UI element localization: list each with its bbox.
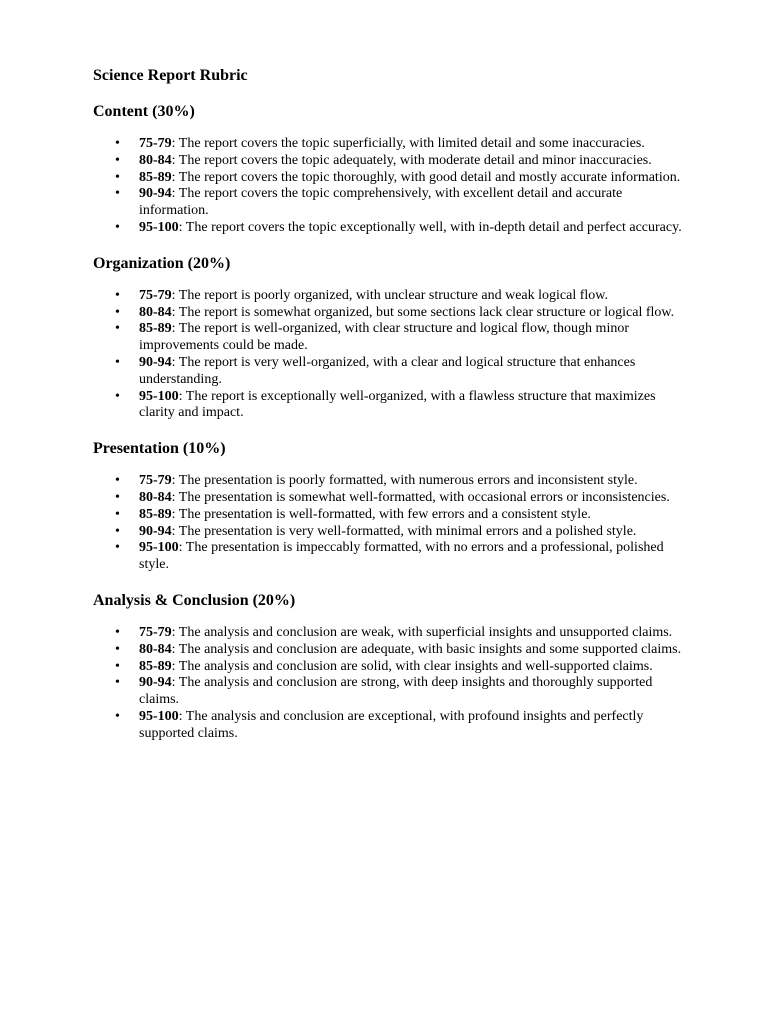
bullet-icon: • xyxy=(115,152,120,168)
rubric-list xyxy=(93,625,688,743)
grade-description: : The report is somewhat organized, but some sections lack clear structure or logical flow. xyxy=(171,304,675,320)
grade-description: : The analysis and conclusion are exceptional, with profound insights and perfectly supported claims. xyxy=(139,708,644,741)
list-item xyxy=(93,288,688,305)
grade-range: 80-84 xyxy=(139,152,172,168)
list-item xyxy=(93,170,688,187)
list-item xyxy=(93,507,688,524)
bullet-icon: • xyxy=(115,489,120,505)
list-item xyxy=(93,136,688,153)
list-item xyxy=(93,321,688,355)
rubric-list xyxy=(93,288,688,422)
grade-range: 95-100 xyxy=(139,708,179,724)
bullet-icon: • xyxy=(115,641,120,657)
rubric-list xyxy=(93,473,688,574)
rubric-sections xyxy=(93,102,688,743)
grade-description: : The report is well-organized, with clear structure and logical flow, though minor improvements could be made. xyxy=(139,321,630,354)
grade-description: : The report covers the topic adequately, with moderate detail and minor inaccuracies. xyxy=(171,152,652,168)
bullet-icon: • xyxy=(115,321,120,337)
grade-range: 95-100 xyxy=(139,540,179,556)
section-heading: Analysis & Conclusion (20%) xyxy=(93,591,296,609)
list-item xyxy=(93,540,688,574)
grade-description: : The report is very well-organized, with a clear and logical structure that enhances understanding. xyxy=(139,354,636,387)
grade-range: 90-94 xyxy=(139,675,172,691)
grade-description: : The analysis and conclusion are strong, with deep insights and thoroughly supported claims. xyxy=(139,675,653,708)
grade-description: : The presentation is impeccably formatted, with no errors and a professional, polished style. xyxy=(139,540,664,573)
document-title: Science Report Rubric xyxy=(93,67,248,84)
list-item xyxy=(93,355,688,389)
grade-description: : The analysis and conclusion are weak, with superficial insights and unsupported claims. xyxy=(171,624,673,640)
grade-description: : The report is exceptionally well-organized, with a flawless structure that maximizes clarity and impact. xyxy=(139,388,656,421)
grade-description: : The report covers the topic exceptionally well, with in-depth detail and perfect accuracy. xyxy=(178,219,682,235)
grade-range: 85-89 xyxy=(139,321,172,337)
bullet-icon: • xyxy=(115,219,120,235)
bullet-icon: • xyxy=(115,473,120,489)
list-item xyxy=(93,186,688,220)
list-item xyxy=(93,389,688,423)
grade-range: 95-100 xyxy=(139,388,179,404)
grade-range: 80-84 xyxy=(139,304,172,320)
bullet-icon: • xyxy=(115,136,120,151)
grade-description: : The presentation is well-formatted, with few errors and a consistent style. xyxy=(171,506,591,522)
list-item xyxy=(93,642,688,659)
grade-description: : The report covers the topic thoroughly, with good detail and mostly accurate information. xyxy=(171,169,681,185)
list-item xyxy=(93,153,688,170)
grade-range: 85-89 xyxy=(139,506,172,522)
list-item xyxy=(93,675,688,709)
grade-description: : The report covers the topic comprehensively, with excellent detail and accurate information. xyxy=(139,186,623,219)
bullet-icon: • xyxy=(115,287,120,303)
grade-range: 90-94 xyxy=(139,354,172,370)
grade-range: 75-79 xyxy=(139,136,172,151)
list-item xyxy=(93,709,688,743)
grade-range: 85-89 xyxy=(139,169,172,185)
grade-description: : The analysis and conclusion are solid, with clear insights and well-supported claims. xyxy=(171,658,653,674)
list-item xyxy=(93,524,688,541)
grade-range: 85-89 xyxy=(139,658,172,674)
bullet-icon: • xyxy=(115,186,120,202)
bullet-icon: • xyxy=(115,169,120,185)
bullet-icon: • xyxy=(115,388,120,404)
bullet-icon: • xyxy=(115,708,120,724)
bullet-icon: • xyxy=(115,506,120,522)
bullet-icon: • xyxy=(115,540,120,556)
section-heading: Organization (20%) xyxy=(93,254,231,272)
grade-description: : The presentation is very well-formatted, with minimal errors and a polished style. xyxy=(171,523,637,539)
grade-description: : The analysis and conclusion are adequate, with basic insights and some supported claims. xyxy=(171,641,682,657)
grade-description: : The report is poorly organized, with unclear structure and weak logical flow. xyxy=(171,287,608,303)
bullet-icon: • xyxy=(115,523,120,539)
list-item xyxy=(93,490,688,507)
grade-range: 75-79 xyxy=(139,287,172,303)
bullet-icon: • xyxy=(115,354,120,370)
list-item xyxy=(93,659,688,676)
grade-range: 90-94 xyxy=(139,186,172,202)
bullet-icon: • xyxy=(115,304,120,320)
rubric-list xyxy=(93,136,688,237)
grade-range: 80-84 xyxy=(139,489,172,505)
list-item xyxy=(93,220,688,237)
grade-range: 75-79 xyxy=(139,624,172,640)
list-item xyxy=(93,625,688,642)
grade-range: 80-84 xyxy=(139,641,172,657)
grade-range: 90-94 xyxy=(139,523,172,539)
grade-description: : The presentation is somewhat well-formatted, with occasional errors or inconsistencies. xyxy=(171,489,670,505)
grade-description: : The report covers the topic superficially, with limited detail and some inaccuracies. xyxy=(171,136,645,151)
grade-range: 75-79 xyxy=(139,473,172,489)
list-item xyxy=(93,473,688,490)
bullet-icon: • xyxy=(115,658,120,674)
grade-range: 95-100 xyxy=(139,219,179,235)
list-item xyxy=(93,305,688,322)
grade-description: : The presentation is poorly formatted, with numerous errors and inconsistent style. xyxy=(171,473,638,489)
section-heading: Content (30%) xyxy=(93,103,195,120)
section-heading: Presentation (10%) xyxy=(93,440,226,458)
bullet-icon: • xyxy=(115,675,120,691)
bullet-icon: • xyxy=(115,624,120,640)
